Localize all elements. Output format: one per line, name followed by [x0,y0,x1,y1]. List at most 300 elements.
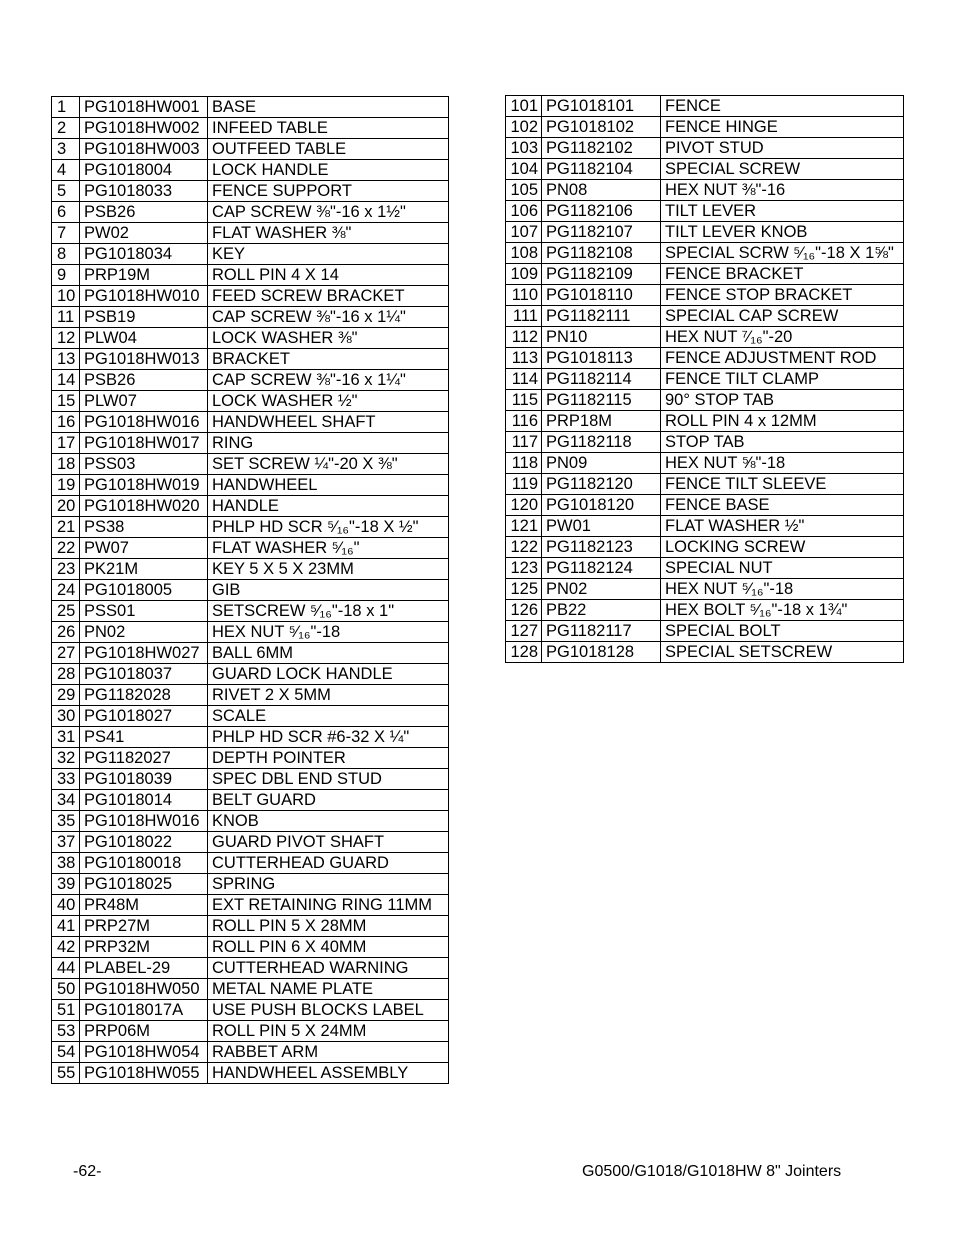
table-row [506,306,904,327]
ref-number-cell: 115 [506,390,542,411]
ref-number-cell: 33 [52,769,80,790]
table-row [52,181,449,202]
table-row [52,118,449,139]
ref-number-cell: 103 [506,138,542,159]
ref-number-cell: 31 [52,727,80,748]
part-number-cell: PR48M [80,895,208,916]
part-number-cell: PG1018039 [80,769,208,790]
part-number-cell: PG1018HW016 [80,412,208,433]
ref-number-cell: 121 [506,516,542,537]
table-row [506,621,904,642]
part-number-cell: PG1018HW055 [80,1063,208,1084]
part-number-cell: PG1018034 [80,244,208,265]
description-cell: RIVET 2 X 5MM [208,685,449,706]
part-number-cell: PG1182107 [542,222,661,243]
part-number-cell: PG1018HW001 [80,97,208,118]
table-row [506,285,904,306]
description-cell: HANDWHEEL ASSEMBLY [208,1063,449,1084]
table-row [506,516,904,537]
ref-number-cell: 22 [52,538,80,559]
ref-number-cell: 18 [52,454,80,475]
ref-number-cell: 119 [506,474,542,495]
description-cell: BELT GUARD [208,790,449,811]
ref-number-cell: 108 [506,243,542,264]
description-cell: FENCE SUPPORT [208,181,449,202]
description-cell: FLAT WASHER ⅜" [208,223,449,244]
part-number-cell: PG1018037 [80,664,208,685]
part-number-cell: PSS01 [80,601,208,622]
part-number-cell: PG1182109 [542,264,661,285]
table-row [506,201,904,222]
table-row [52,475,449,496]
ref-number-cell: 123 [506,558,542,579]
part-number-cell: PG1018128 [542,642,661,663]
ref-number-cell: 110 [506,285,542,306]
ref-number-cell: 21 [52,517,80,538]
table-row [506,243,904,264]
part-number-cell: PLW07 [80,391,208,412]
table-row [52,874,449,895]
table-row [52,622,449,643]
description-cell: PHLP HD SCR ⁵⁄₁₆"-18 X ½" [208,517,449,538]
ref-number-cell: 25 [52,601,80,622]
table-row [506,348,904,369]
ref-number-cell: 34 [52,790,80,811]
table-row [506,579,904,600]
ref-number-cell: 9 [52,265,80,286]
ref-number-cell: 13 [52,349,80,370]
description-cell: SPEC DBL END STUD [208,769,449,790]
description-cell: ROLL PIN 4 x 12MM [661,411,904,432]
description-cell: LOCKING SCREW [661,537,904,558]
ref-number-cell: 112 [506,327,542,348]
part-number-cell: PG1018HW020 [80,496,208,517]
description-cell: CUTTERHEAD WARNING [208,958,449,979]
ref-number-cell: 4 [52,160,80,181]
part-number-cell: PG1182124 [542,558,661,579]
table-row [52,307,449,328]
ref-number-cell: 42 [52,937,80,958]
ref-number-cell: 104 [506,159,542,180]
table-row [52,1063,449,1084]
ref-number-cell: 20 [52,496,80,517]
part-number-cell: PG1018014 [80,790,208,811]
description-cell: ROLL PIN 5 X 24MM [208,1021,449,1042]
ref-number-cell: 107 [506,222,542,243]
part-number-cell: PG1018110 [542,285,661,306]
description-cell: BALL 6MM [208,643,449,664]
part-number-cell: PG1018027 [80,706,208,727]
description-cell: METAL NAME PLATE [208,979,449,1000]
part-number-cell: PG1018113 [542,348,661,369]
ref-number-cell: 6 [52,202,80,223]
page-number: -62- [73,1163,102,1180]
part-number-cell: PB22 [542,600,661,621]
table-row [52,559,449,580]
part-number-cell: PW01 [542,516,661,537]
ref-number-cell: 117 [506,432,542,453]
description-cell: SETSCREW ⁵⁄₁₆"-18 x 1" [208,601,449,622]
table-row [506,222,904,243]
table-row [52,748,449,769]
part-number-cell: PG1182102 [542,138,661,159]
part-number-cell: PG1018025 [80,874,208,895]
part-number-cell: PRP27M [80,916,208,937]
table-row [506,474,904,495]
description-cell: KNOB [208,811,449,832]
ref-number-cell: 1 [52,97,80,118]
description-cell: ROLL PIN 6 X 40MM [208,937,449,958]
table-row [52,664,449,685]
table-row [52,727,449,748]
description-cell: KEY [208,244,449,265]
ref-number-cell: 2 [52,118,80,139]
part-number-cell: PG1182111 [542,306,661,327]
table-row [52,391,449,412]
description-cell: HEX NUT ⁵⁄₁₆"-18 [661,579,904,600]
part-number-cell: PG1182120 [542,474,661,495]
table-row [52,895,449,916]
description-cell: FENCE TILT CLAMP [661,369,904,390]
description-cell: ROLL PIN 5 X 28MM [208,916,449,937]
description-cell: GIB [208,580,449,601]
parts-table-right [505,95,904,663]
part-number-cell: PG1018005 [80,580,208,601]
table-row [506,138,904,159]
ref-number-cell: 51 [52,1000,80,1021]
description-cell: EXT RETAINING RING 11MM [208,895,449,916]
ref-number-cell: 125 [506,579,542,600]
ref-number-cell: 8 [52,244,80,265]
description-cell: ROLL PIN 4 X 14 [208,265,449,286]
table-row [52,454,449,475]
description-cell: INFEED TABLE [208,118,449,139]
description-cell: HEX BOLT ⁵⁄₁₆"-18 x 1¾" [661,600,904,621]
ref-number-cell: 15 [52,391,80,412]
table-row [52,349,449,370]
description-cell: 90° STOP TAB [661,390,904,411]
parts-table-left-body [52,97,449,1084]
table-row [52,916,449,937]
table-row [506,453,904,474]
table-row [506,369,904,390]
ref-number-cell: 41 [52,916,80,937]
description-cell: FENCE STOP BRACKET [661,285,904,306]
description-cell: BASE [208,97,449,118]
description-cell: HANDWHEEL SHAFT [208,412,449,433]
ref-number-cell: 40 [52,895,80,916]
description-cell: HEX NUT ⅝"-18 [661,453,904,474]
table-row [52,370,449,391]
table-row [52,517,449,538]
ref-number-cell: 106 [506,201,542,222]
ref-number-cell: 12 [52,328,80,349]
ref-number-cell: 14 [52,370,80,391]
part-number-cell: PRP32M [80,937,208,958]
ref-number-cell: 11 [52,307,80,328]
part-number-cell: PG1182106 [542,201,661,222]
parts-table-right-body [506,96,904,663]
ref-number-cell: 30 [52,706,80,727]
part-number-cell: PG1018HW016 [80,811,208,832]
ref-number-cell: 17 [52,433,80,454]
table-row [506,411,904,432]
description-cell: TILT LEVER [661,201,904,222]
part-number-cell: PG1182117 [542,621,661,642]
table-row [52,223,449,244]
description-cell: FENCE [661,96,904,117]
description-cell: FEED SCREW BRACKET [208,286,449,307]
part-number-cell: PG1018101 [542,96,661,117]
part-number-cell: PG1018120 [542,495,661,516]
ref-number-cell: 5 [52,181,80,202]
part-number-cell: PG1018HW010 [80,286,208,307]
ref-number-cell: 50 [52,979,80,1000]
part-number-cell: PG1182114 [542,369,661,390]
description-cell: PHLP HD SCR #6-32 X ¼" [208,727,449,748]
table-row [52,244,449,265]
description-cell: CAP SCREW ⅜"-16 x 1¼" [208,370,449,391]
table-row [52,769,449,790]
description-cell: FENCE TILT SLEEVE [661,474,904,495]
part-number-cell: PG1182123 [542,537,661,558]
table-row [506,432,904,453]
part-number-cell: PG1018HW017 [80,433,208,454]
description-cell: SPECIAL NUT [661,558,904,579]
table-row [52,601,449,622]
ref-number-cell: 105 [506,180,542,201]
part-number-cell: PG1018102 [542,117,661,138]
table-row [506,390,904,411]
part-number-cell: PSB19 [80,307,208,328]
part-number-cell: PG1182118 [542,432,661,453]
table-row [52,538,449,559]
part-number-cell: PS38 [80,517,208,538]
table-row [52,202,449,223]
table-row [52,160,449,181]
ref-number-cell: 101 [506,96,542,117]
table-row [52,412,449,433]
description-cell: SPRING [208,874,449,895]
ref-number-cell: 39 [52,874,80,895]
table-row [52,685,449,706]
ref-number-cell: 128 [506,642,542,663]
ref-number-cell: 19 [52,475,80,496]
description-cell: HEX NUT ⁷⁄₁₆"-20 [661,327,904,348]
description-cell: SPECIAL CAP SCREW [661,306,904,327]
ref-number-cell: 109 [506,264,542,285]
ref-number-cell: 23 [52,559,80,580]
table-row [52,643,449,664]
ref-number-cell: 24 [52,580,80,601]
ref-number-cell: 27 [52,643,80,664]
description-cell: FENCE ADJUSTMENT ROD [661,348,904,369]
table-row [52,853,449,874]
description-cell: PIVOT STUD [661,138,904,159]
part-number-cell: PG1018004 [80,160,208,181]
description-cell: HANDWHEEL [208,475,449,496]
part-number-cell: PLABEL-29 [80,958,208,979]
description-cell: OUTFEED TABLE [208,139,449,160]
table-row [506,117,904,138]
ref-number-cell: 32 [52,748,80,769]
table-row [506,600,904,621]
footer-title: G0500/G1018/G1018HW 8" Jointers [582,1163,842,1180]
description-cell: STOP TAB [661,432,904,453]
description-cell: LOCK HANDLE [208,160,449,181]
description-cell: FLAT WASHER ½" [661,516,904,537]
part-number-cell: PLW04 [80,328,208,349]
part-number-cell: PN02 [542,579,661,600]
description-cell: SET SCREW ¼"-20 X ⅜" [208,454,449,475]
table-row [52,958,449,979]
part-number-cell: PG1018017A [80,1000,208,1021]
description-cell: TILT LEVER KNOB [661,222,904,243]
ref-number-cell: 29 [52,685,80,706]
description-cell: SPECIAL SCREW [661,159,904,180]
table-row [52,706,449,727]
ref-number-cell: 53 [52,1021,80,1042]
table-row [506,264,904,285]
ref-number-cell: 3 [52,139,80,160]
description-cell: SPECIAL SETSCREW [661,642,904,663]
table-row [52,937,449,958]
part-number-cell: PS41 [80,727,208,748]
description-cell: LOCK WASHER ½" [208,391,449,412]
ref-number-cell: 38 [52,853,80,874]
description-cell: GUARD LOCK HANDLE [208,664,449,685]
part-number-cell: PW02 [80,223,208,244]
table-row [506,642,904,663]
table-row [52,811,449,832]
ref-number-cell: 126 [506,600,542,621]
table-row [506,180,904,201]
part-number-cell: PN10 [542,327,661,348]
part-number-cell: PG1018HW050 [80,979,208,1000]
part-number-cell: PG1018033 [80,181,208,202]
description-cell: RING [208,433,449,454]
part-number-cell: PSB26 [80,202,208,223]
ref-number-cell: 55 [52,1063,80,1084]
ref-number-cell: 7 [52,223,80,244]
description-cell: KEY 5 X 5 X 23MM [208,559,449,580]
part-number-cell: PRP06M [80,1021,208,1042]
part-number-cell: PRP19M [80,265,208,286]
table-row [52,1042,449,1063]
table-row [52,496,449,517]
part-number-cell: PG1018HW054 [80,1042,208,1063]
table-row [52,1000,449,1021]
ref-number-cell: 44 [52,958,80,979]
part-number-cell: PG1182115 [542,390,661,411]
table-row [506,159,904,180]
ref-number-cell: 127 [506,621,542,642]
parts-table-left [51,96,449,1084]
description-cell: SCALE [208,706,449,727]
ref-number-cell: 122 [506,537,542,558]
part-number-cell: PG1018HW019 [80,475,208,496]
table-row [52,790,449,811]
description-cell: LOCK WASHER ⅜" [208,328,449,349]
ref-number-cell: 26 [52,622,80,643]
description-cell: FENCE BRACKET [661,264,904,285]
table-row [52,328,449,349]
table-row [506,327,904,348]
part-number-cell: PG1182104 [542,159,661,180]
description-cell: DEPTH POINTER [208,748,449,769]
ref-number-cell: 54 [52,1042,80,1063]
table-row [506,558,904,579]
part-number-cell: PN09 [542,453,661,474]
ref-number-cell: 28 [52,664,80,685]
part-number-cell: PSS03 [80,454,208,475]
description-cell: SPECIAL BOLT [661,621,904,642]
table-row [506,537,904,558]
part-number-cell: PG1018022 [80,832,208,853]
table-row [52,1021,449,1042]
description-cell: CAP SCREW ⅜"-16 x 1¼" [208,307,449,328]
description-cell: SPECIAL SCRW ⁵⁄₁₆"-18 X 1⅝" [661,243,904,264]
table-row [52,97,449,118]
part-number-cell: PW07 [80,538,208,559]
description-cell: HEX NUT ⁵⁄₁₆"-18 [208,622,449,643]
description-cell: RABBET ARM [208,1042,449,1063]
description-cell: FENCE HINGE [661,117,904,138]
description-cell: HEX NUT ⅜"-16 [661,180,904,201]
part-number-cell: PRP18M [542,411,661,432]
part-number-cell: PG10180018 [80,853,208,874]
part-number-cell: PG1182027 [80,748,208,769]
description-cell: HANDLE [208,496,449,517]
description-cell: GUARD PIVOT SHAFT [208,832,449,853]
description-cell: USE PUSH BLOCKS LABEL [208,1000,449,1021]
ref-number-cell: 120 [506,495,542,516]
part-number-cell: PG1018HW027 [80,643,208,664]
part-number-cell: PG1018HW013 [80,349,208,370]
table-row [52,139,449,160]
part-number-cell: PSB26 [80,370,208,391]
table-row [506,495,904,516]
ref-number-cell: 16 [52,412,80,433]
table-row [506,96,904,117]
ref-number-cell: 102 [506,117,542,138]
ref-number-cell: 116 [506,411,542,432]
ref-number-cell: 35 [52,811,80,832]
ref-number-cell: 10 [52,286,80,307]
description-cell: FENCE BASE [661,495,904,516]
part-number-cell: PN02 [80,622,208,643]
description-cell: BRACKET [208,349,449,370]
ref-number-cell: 113 [506,348,542,369]
ref-number-cell: 111 [506,306,542,327]
table-row [52,979,449,1000]
part-number-cell: PG1182028 [80,685,208,706]
part-number-cell: PG1018HW003 [80,139,208,160]
part-number-cell: PK21M [80,559,208,580]
ref-number-cell: 118 [506,453,542,474]
ref-number-cell: 37 [52,832,80,853]
description-cell: CAP SCREW ⅜"-16 x 1½" [208,202,449,223]
table-row [52,580,449,601]
table-row [52,265,449,286]
table-row [52,832,449,853]
ref-number-cell: 114 [506,369,542,390]
part-number-cell: PG1018HW002 [80,118,208,139]
description-cell: FLAT WASHER ⁵⁄₁₆" [208,538,449,559]
part-number-cell: PN08 [542,180,661,201]
description-cell: CUTTERHEAD GUARD [208,853,449,874]
table-row [52,286,449,307]
